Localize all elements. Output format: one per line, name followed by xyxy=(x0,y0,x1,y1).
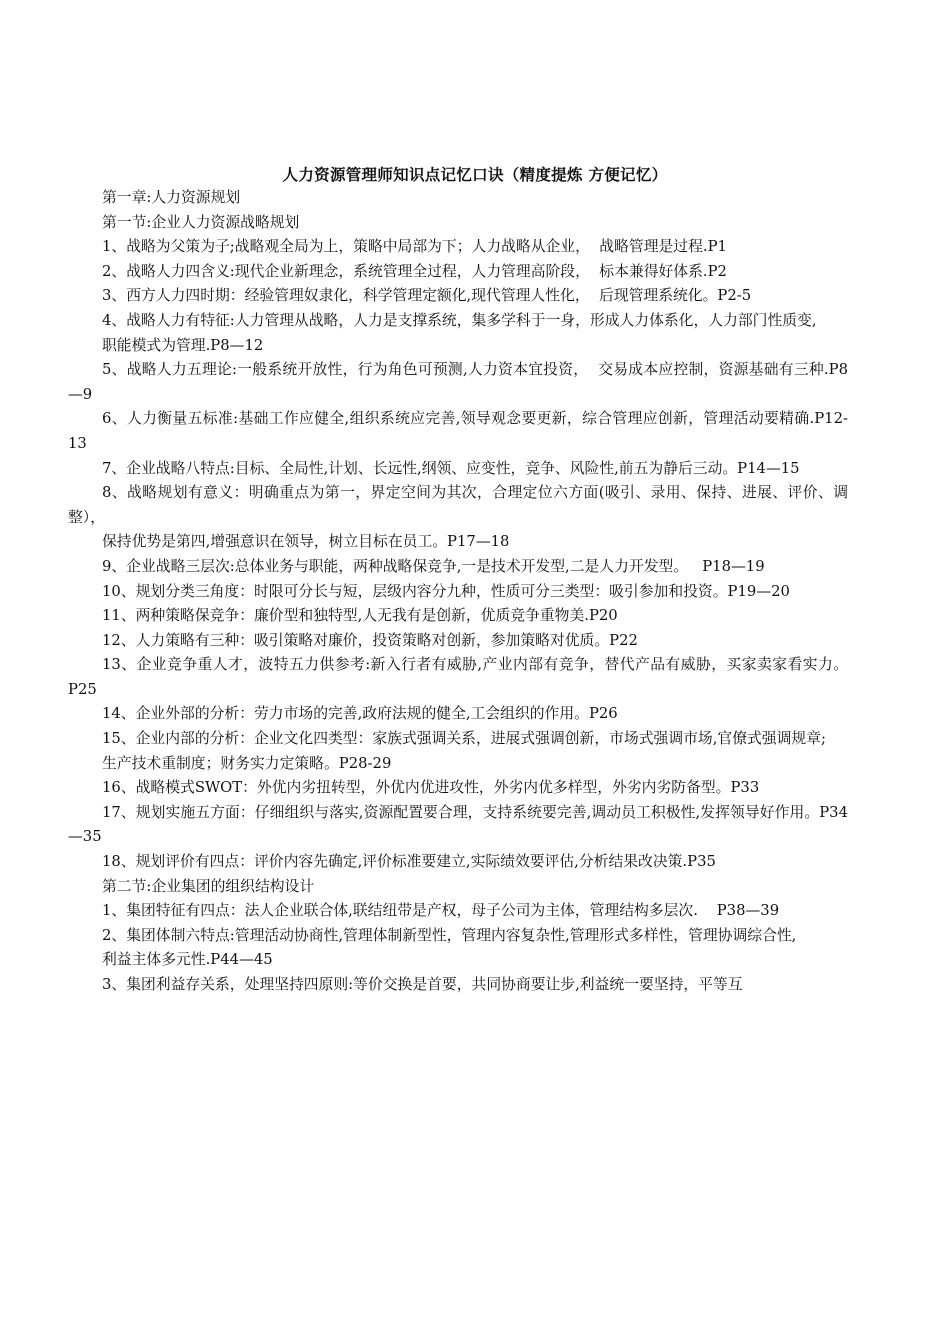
paragraph: 3、集团利益存关系，处理坚持四原则:等价交换是首要，共同协商要让步,利益统一要坚持，平等互 xyxy=(102,976,743,993)
paragraph: 15、企业内部的分析：企业文化四类型：家族式强调关系，进展式强调创新，市场式强调市场,官僚式强调规章; xyxy=(102,730,826,748)
paragraph: 11、两种策略保竞争：廉价型和独特型,人无我有是创新，优质竞争重物美.P20 xyxy=(102,607,618,625)
paragraph: 第一节:企业人力资源战略规划 xyxy=(102,213,300,231)
paragraph: 生产技术重制度；财务实力定策略。P28-29 xyxy=(102,754,392,772)
paragraph: 14、企业外部的分析：劳力市场的完善,政府法规的健全,工会组织的作用。P26 xyxy=(102,705,618,723)
paragraph: 3、西方人力四时期：经验管理奴隶化，科学管理定额化,现代管理人性化， 后现管理系统化。P2-5 xyxy=(102,287,752,305)
paragraph: 9、企业战略三层次:总体业务与职能，两种战略保竞争,一是技术开发型,二是人力开发型。 P18—19 xyxy=(102,557,765,575)
paragraph: 8、战略规划有意义：明确重点为第一，界定空间为其次，合理定位六方面(吸引、录用、保持、进展、评价、调整）， xyxy=(68,484,848,526)
paragraph: 1、战略为父策为子;战略观全局为上，策略中局部为下；人力战略从企业， 战略管理是过程.P1 xyxy=(102,238,727,256)
paragraph: 17、规划实施五方面：仔细组织与落实,资源配置要合理，支持系统要完善,调动员工积极性,发挥领导好作用。P34—35 xyxy=(68,803,848,846)
paragraph: 6、人力衡量五标准:基础工作应健全,组织系统应完善,领导观念要更新，综合管理应创新，管理活动要精确.P12-13 xyxy=(68,410,848,452)
paragraph: 2、战略人力四含义:现代企业新理念，系统管理全过程，人力管理高阶段， 标本兼得好体系.P2 xyxy=(102,262,727,280)
paragraph: 第二节:企业集团的组织结构设计 xyxy=(102,877,315,895)
paragraph: 2、集团体制六特点:管理活动协商性,管理体制新型性，管理内容复杂性,管理形式多样性，管理协调综合性, xyxy=(102,926,797,944)
paragraph: 职能模式为管理.P8—12 xyxy=(102,336,264,354)
paragraph: 12、人力策略有三种：吸引策略对廉价，投资策略对创新，参加策略对优质。P22 xyxy=(102,631,638,649)
paragraph: 第一章:人力资源规划 xyxy=(102,189,241,206)
document-body xyxy=(68,186,848,998)
paragraph: 13、企业竞争重人才，波特五力供参考:新入行者有威胁,产业内部有竞争，替代产品有威胁，买家卖家看实力。P25 xyxy=(68,656,848,698)
paragraph: 1、集团特征有四点：法人企业联合体,联结纽带是产权，母子公司为主体，管理结构多层次. P38—39 xyxy=(102,902,780,920)
paragraph: 4、战略人力有特征:人力管理从战略，人力是支撑系统，集多学科于一身，形成人力体系化，人力部门性质变, xyxy=(102,311,817,329)
paragraph: 16、战略模式SWOT：外优内劣扭转型，外优内优进攻性，外劣内优多样型，外劣内劣防备型。P33 xyxy=(102,779,760,797)
paragraph: 5、战略人力五理论:一般系统开放性，行为角色可预测,人力资本宜投资， 交易成本应控制，资源基础有三种.P8—9 xyxy=(68,361,848,403)
paragraph: 利益主体多元性.P44—45 xyxy=(102,951,273,969)
document-title: 人力资源管理师知识点记忆口诀（精度提炼 方便记忆） xyxy=(282,165,668,184)
paragraph: 18、规划评价有四点：评价内容先确定,评价标准要建立,实际绩效要评估,分析结果改决策.P35 xyxy=(102,853,716,871)
paragraph: 7、企业战略八特点:目标、全局性,计划、长远性,纲领、应变性，竞争、风险性,前五为静后三动。P14—15 xyxy=(102,459,800,477)
paragraph: 10、规划分类三角度：时限可分长与短，层级内容分九种，性质可分三类型：吸引参加和投资。P19—20 xyxy=(102,582,790,600)
paragraph: 保持优势是第四,增强意识在领导，树立目标在员工。P17—18 xyxy=(102,533,510,551)
